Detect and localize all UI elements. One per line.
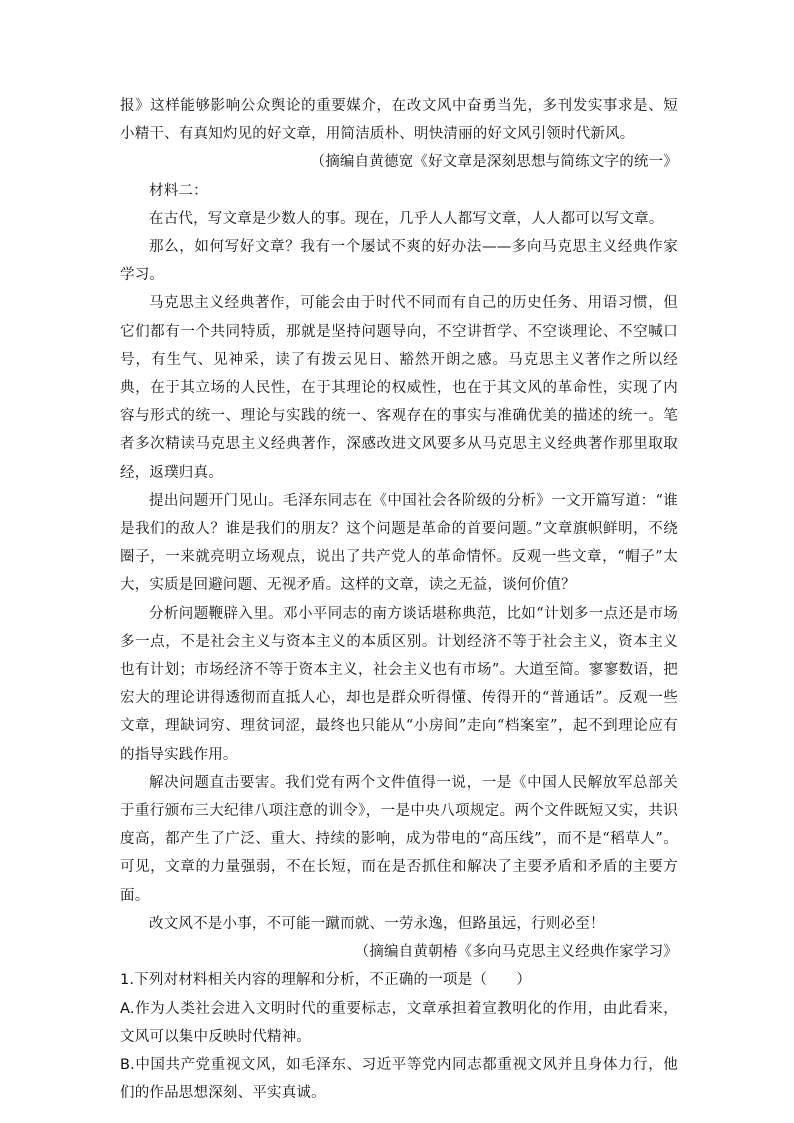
material2-paragraph-4: 提出问题开门见山。毛泽东同志在《中国社会各阶级的分析》一文开篇写道：“谁是我们的敌人？谁是我们的朋友？这个问题是革命的首要问题。”文章旗帜鲜明，不绕圈子，一来就亮明立场观点，说出了共产党人的革命情怀。反观一些文章，“帽子”太大，实质是回避问题、无视矛盾。这样的文章，读之无益，谈何价值？ xyxy=(120,492,678,594)
material2-paragraph-1: 在古代，写文章是少数人的事。现在，几乎人人都写文章，人人都可以写文章。 xyxy=(149,210,664,227)
material2-paragraph-5: 分析问题鞭辟入里。邓小平同志的南方谈话堪称典范，比如“计划多一点还是市场多一点，不是社会主义与资本主义的本质区别。计划经济不等于社会主义，资本主义也有计划；市场经济不等于资本主义，社会主义也有市场”。大道至简。寥寥数语，把宏大的理论讲得透彻而直抵人心，却也是群众听得懂、传得开的“普通话”。反观一些文章，理缺词穷、理贫词涩，最终也只能从“小房间”走向“档案室”，起不到理论应有的指导实践作用。 xyxy=(120,605,678,763)
material2-paragraph-6: 解决问题直击要害。我们党有两个文件值得一说，一是《中国人民解放军总部关于重行颁布三大纪律八项注意的训令》，一是中央八项规定。两个文件既短又实，共识度高，都产生了广泛、重大、持续的影响，成为带电的“高压线”，而不是“稻草人”。可见，文章的力量强弱，不在长短，而在是否抓住和解决了主要矛盾和矛盾的主要方面。 xyxy=(120,774,678,904)
question-1-option-b[interactable]: B.中国共产党重视文风，如毛泽东、习近平等党内同志都重视文风并且身体力行，他们的作品思想深刻、平实真诚。 xyxy=(120,1056,678,1102)
source-citation-2: （摘编自黄朝椿《多向马克思主义经典作家学习》 xyxy=(354,944,678,961)
material2-paragraph-7: 改文风不是小事，不可能一蹴而就、一劳永逸，但路虽远，行则必至！ xyxy=(149,915,605,932)
material2-paragraph-3: 马克思主义经典著作，可能会由于时代不同而有自己的历史任务、用语习惯，但它们都有一个共同特质，那就是坚持问题导向，不空讲哲学、不空谈理论、不空喊口号，有生气、见神采，读了有拨云见日、豁然开朗之感。马克思主义著作之所以经典，在于其立场的人民性，在于其理论的权威性，也在于其文风的革命性，实现了内容与形式的统一、理论与实践的统一、客观存在的事实与准确优美的描述的统一。笔者多次精读马克思主义经典著作，深感改进文风要多从马克思主义经典著作那里取取经，返璞归真。 xyxy=(120,295,678,481)
question-1-stem: 1.下列对材料相关内容的理解和分析，不正确的一项是（ ） xyxy=(120,972,532,989)
material1-continuation: 报》这样能够影响公众舆论的重要媒介，在改文风中奋勇当先，多刊发实事求是、短小精干、有真知灼见的好文章，用简洁质朴、明快清丽的好文风引领时代新风。 xyxy=(120,98,678,143)
source-citation-1: （摘编自黄德宽《好文章是深刻思想与简练文字的统一》 xyxy=(310,154,678,171)
material2-paragraph-2: 那么，如何写好文章？我有一个屡试不爽的好办法——多向马克思主义经典作家学习。 xyxy=(120,239,678,284)
material2-label: 材料二： xyxy=(149,182,208,199)
question-1-option-a[interactable]: A.作为人类社会进入文明时代的重要标志，文章承担着宣教明化的作用，由此看来，文风可以集中反映时代精神。 xyxy=(120,1000,678,1045)
